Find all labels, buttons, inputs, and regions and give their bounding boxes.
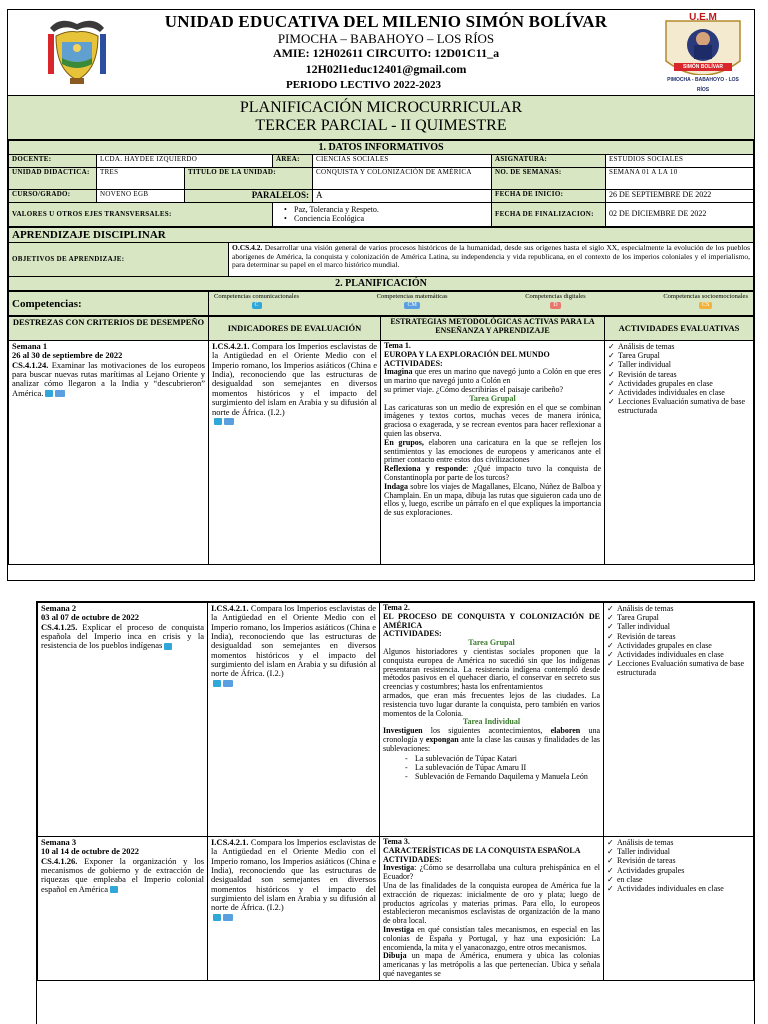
p4-text: : ¿Qué impacto tuvo la conquista de Constantinopla por parte de los turcos?: [384, 464, 602, 483]
page-1: [7, 9, 755, 581]
destreza-cell: [38, 837, 208, 981]
unidad-value: TRES: [97, 168, 185, 190]
curso-label: CURSO/GRADO:: [9, 190, 97, 203]
tema-number: Tema 3.: [383, 837, 410, 846]
asignatura-label: ASIGNATURA:: [492, 155, 606, 168]
week-label: Semana 2: [41, 603, 77, 613]
sublevacion-item: - La sublevación de Túpac Katari: [405, 754, 600, 763]
p1c-text: su primer viaje. ¿Cómo describirías el paisaje caribeño?: [384, 385, 564, 395]
actividad-item: ✓ Tarea Grupal: [608, 351, 750, 360]
objetivo-text: [229, 243, 754, 277]
planificacion-table-2: [37, 602, 754, 981]
competencia-matematica: [377, 293, 448, 309]
week-dates: 10 al 14 de octubre de 2022: [41, 846, 140, 857]
tema-title: EL PROCESO DE CONQUISTA Y COLONIZACIÓN DE AMÉRICA: [383, 611, 600, 630]
destreza-cell: [38, 603, 208, 837]
indaga-keyword: Indaga: [384, 481, 409, 491]
cm-icon: [224, 418, 234, 425]
unidad-label: UNIDAD DIDACTICA:: [9, 168, 97, 190]
tarea-grupal-label: Tarea Grupal: [468, 638, 515, 648]
col-indicadores: INDICADORES DE EVALUACIÓN: [209, 317, 381, 341]
actividades-list: [608, 342, 750, 416]
actividad-item: ✓ Taller individual: [608, 360, 750, 369]
c-icon: [213, 680, 221, 687]
p3d-text: ante la clase las causas y finalidades de las sublevaciones:: [383, 734, 601, 753]
tema-title: CARACTERÍSTICAS DE LA CONQUISTA ESPAÑOLA: [383, 845, 581, 855]
actividad-item: ✓ Actividades grupales en clase: [607, 641, 750, 650]
actividades-cell: [604, 837, 754, 981]
actividades-heading: ACTIVIDADES:: [384, 358, 443, 368]
valores-list: [273, 203, 492, 227]
indicador-code: I.CS.4.2.1.: [211, 837, 249, 847]
tarea-individual-label: Tarea Individual: [462, 717, 521, 727]
uem-logo-top-text: U.E.M: [689, 12, 717, 23]
inicio-value: 26 DE SEPTIEMBRE DE 2022: [606, 190, 754, 203]
week-label: Semana 1: [12, 341, 48, 352]
school-location: PIMOCHA – BABAHOYO – LOS RÍOS: [277, 31, 495, 46]
area-label: ÁREA:: [273, 155, 313, 168]
p1-text: : ¿Cómo se desarrollaba una cultura prehispánica en el Ecuador?: [383, 863, 600, 882]
uem-logo-bottom-text: PIMOCHA - BABAHOYO - LOS RÍOS: [667, 77, 739, 93]
paralelos-value: A: [313, 190, 492, 203]
competencia-c-icon: C: [252, 302, 262, 309]
week-row: [38, 837, 754, 981]
titulo-label: TITULO DE LA UNIDAD:: [185, 168, 313, 190]
actividades-heading: ACTIVIDADES:: [383, 854, 442, 864]
competencia-name: Competencias matemáticas: [376, 293, 448, 301]
p1-text: Algunos historiadores y cientistas sociales proponen que la conquista europea de América no sucedió sin que los indígenas presentaran resistencia. La resistencia indígena contempló desde métodos pasivos en el quehacer diario, el conservar en secreto sus creencias y costumbres; hasta los enfrentamientos: [383, 646, 600, 692]
title-block: [8, 96, 754, 140]
tema-number: Tema 2.: [383, 603, 410, 612]
actividades-cell: [605, 341, 754, 565]
c-icon: [110, 886, 118, 893]
actividad-item: ✓ Lecciones Evaluación sumativa de base estructurada: [607, 659, 750, 677]
header: [8, 10, 754, 96]
p5-text: sobre los viajes de Magallanes, Elcano, Núñez de Balboa y Champlain. En un mapa, dibuja las rutas que siguieron cada uno de ellos y, luego, escribe un párrafo en el que expliques la importancia de sus exploraciones.: [384, 481, 601, 518]
actividad-item: ✓ Revisión de tareas: [607, 856, 750, 865]
inicio-label: FECHA DE INICIO:: [492, 190, 606, 203]
aprendizaje-table: [8, 227, 754, 291]
cm-icon: [223, 680, 233, 687]
competencia-socioemocional: [663, 293, 748, 309]
valor-item: • Paz, Tolerancia y Respeto.: [284, 206, 488, 215]
c-icon: [214, 418, 222, 425]
destreza-text: Explicar el proceso de conquista española del Imperio inca en crisis y la resistencia de los pueblos indígenas: [41, 621, 204, 651]
asignatura-value: ESTUDIOS SOCIALES: [606, 155, 754, 168]
titulo-value: CONQUISTA Y COLONIZACIÓN DE AMÉRICA: [313, 168, 492, 190]
competencias-items: [209, 292, 754, 316]
actividades-cell: [604, 603, 754, 837]
sublevacion-item: - La sublevación de Túpac Amaru II: [405, 763, 600, 772]
actividad-item: ✓ Análisis de temas: [607, 838, 750, 847]
tema-number: Tema 1.: [384, 341, 411, 351]
p3-text: en qué consistían tales mecanismos, en especial en las colonias de España y Portugal, y haz una exposición: La encomienda, la mita y el yanaconazgo, entre otros mecanismos.: [383, 924, 600, 952]
col-estrategias: ESTRATEGIAS METODOLÓGICAS ACTIVAS PARA LA ENSEÑANZA Y APRENDIZAJE: [381, 317, 605, 341]
objetivos-label: OBJETIVOS DE APRENDIZAJE:: [9, 243, 229, 277]
docente-value: LCDA. HAYDEE IZQUIERDO: [97, 155, 273, 168]
uem-logo: [660, 12, 746, 93]
school-name: UNIDAD EDUCATIVA DEL MILENIO SIMÓN BOLÍVAR: [164, 12, 608, 31]
semanas-value: SEMANA 01 A LA 10: [606, 168, 754, 190]
competencia-digital: [525, 293, 585, 309]
indicador-cell: [208, 837, 380, 981]
fin-value: 02 DE DICIEMBRE DE 2022: [606, 203, 754, 227]
p4-text: un mapa de América, enumera y ubica las colonias americanas y las metrópolis a las que pertenecían. Ubica y señala qué navegantes se: [383, 951, 600, 978]
destreza-code: CS.4.1.26.: [41, 855, 78, 866]
info-table: [8, 140, 754, 227]
p2-text: Las caricaturas son un medio de expresión en el que se combinan imágenes y textos cortos, muchas veces de manera irónica, graciosa o exagerada, y se recrean eventos para hacer reflexionar a quien las observa.: [384, 402, 601, 439]
uem-logo-banner-text: SIMÓN BOLÍVAR: [683, 64, 723, 70]
actividades-list: [607, 838, 750, 893]
tema-title: EUROPA Y LA EXPLORACIÓN DEL MUNDO: [384, 349, 550, 359]
actividad-item: ✓ Actividades grupales: [607, 866, 750, 875]
indicador-text: Compara los Imperios esclavistas de la Antigüedad en el Oriente Medio con el Imperio romano, los Imperios asiáticos (China e India), reconociendo que las estructuras de desigualdad son semejantes en diversos momentos históricos y el impacto del surgimiento del islam en Arabia y su difusión al norte de África. (I.2.): [211, 603, 376, 679]
actividad-item: ✓ Revisión de tareas: [607, 632, 750, 641]
competencia-name: Competencias comunicacionales: [214, 293, 300, 301]
docente-label: DOCENTE:: [9, 155, 97, 168]
p3-text: elaboren una caricatura en la que se reflejen los sentimientos y las emociones de europeos y americanos ante el primer contacto entre estos dos civilizaciones: [384, 437, 601, 465]
actividad-item: ✓ Taller individual: [607, 622, 750, 631]
destreza-code: CS.4.1.24.: [12, 359, 49, 370]
actividad-item: ✓ Actividades individuales en clase: [607, 884, 750, 893]
competencia-d-icon: D: [550, 302, 560, 309]
en-grupos-keyword: En grupos,: [384, 437, 424, 447]
p3c-text: una cronología y: [383, 726, 601, 744]
destreza-text: Exponer la organización y los mecanismos de gobierno y de extracción de riquezas que empleaba el Imperio colonial español en América: [41, 855, 204, 894]
week-row: [9, 341, 754, 565]
actividad-item: ✓ Análisis de temas: [607, 604, 750, 613]
investiga-keyword: Investiga: [383, 924, 415, 934]
tarea-grupal-label: Tarea Grupal: [469, 393, 516, 403]
competencias-label: Competencias:: [9, 292, 209, 316]
section-datos-informativos: 1. DATOS INFORMATIVOS: [9, 141, 754, 155]
section-planificacion: 2. PLANIFICACIÓN: [9, 277, 754, 291]
cm-icon: [223, 914, 233, 921]
actividad-item: ✓ Tarea Grupal: [607, 613, 750, 622]
col-actividades: ACTIVIDADES EVALUATIVAS: [605, 317, 754, 341]
actividad-item: ✓ Actividades individuales en clase: [608, 388, 750, 397]
plan-title: PLANIFICACIÓN MICROCURRICULAR: [239, 99, 523, 116]
sublevaciones-list: [383, 754, 600, 782]
destreza-text: Examinar las motivaciones de los europeos para buscar nuevas rutas marítimas al Lejano Oriente y analizar cómo llegaron a la India y “descubrieron” América.: [12, 359, 205, 398]
curso-value: NOVENO EGB: [97, 190, 185, 203]
week-label: Semana 3: [41, 837, 77, 847]
estrategia-cell: Tema 1. EUROPA Y LA EXPLORACIÓN DEL MUNDO ACTIVIDADES: Imagina que eres un marino que navegó junto a Colón en que eres un marino que navegó junto a Colón en su primer viaje. ¿Cómo describirías el paisaje caribeño? Tarea Grupal Las caricaturas son un medio de expresión en el que se combinan imágenes y textos cortos, muchas veces de manera irónica, graciosa o exagerada, y se recrean eventos para hacer reflexionar a quien las observa. En grupos, elaboren una caricatura en la que se reflejen los sentimientos y las emociones de europeos y americanos ante el primer contacto entre estos dos civilizaciones Reflexiona y responde: ¿Qué impacto tuvo la conquista de Constantinopla por parte de los turcos? Indaga sobre los viajes de Magallanes, Elcano, Núñez de Balboa y Champlain. En un mapa, dibuja las rutas que siguieron cada uno de ellos y, luego, escribe un párrafo en el que expliques la importancia de sus exploraciones.: [381, 341, 605, 565]
destreza-cell: [9, 341, 209, 565]
investiga-keyword: Investiga: [383, 863, 415, 873]
area-value: CIENCIAS SOCIALES: [313, 155, 492, 168]
indicador-text: Compara los Imperios esclavistas de la Antigüedad en el Oriente Medio con el Imperio romano, los Imperios asiáticos (China e India), reconociendo que las estructuras de desigualdad son semejantes en diversos momentos históricos y el impacto del surgimiento del islam en Arabia y su difusión al norte de África. (I.2.): [212, 341, 377, 417]
expongan-keyword: expongan: [425, 734, 459, 744]
estrategia-cell: [380, 603, 604, 837]
sublevacion-item: - Sublevación de Fernando Daquilema y Manuela León: [405, 772, 600, 781]
cm-icon: [55, 390, 65, 397]
week-dates: 26 al 30 de septiembre de 2022: [12, 350, 123, 361]
estrategia-cell: [380, 837, 604, 981]
c-icon: [45, 390, 53, 397]
imagina-keyword: Imagina: [384, 367, 413, 377]
p3-text: los siguientes acontecimientos,: [422, 726, 551, 736]
p2-text: armados, que eran más frecuentes lejos de las ciudades. La resistencia tuvo lugar durante la conquista, pero también en varios momentos de la Colonia.: [383, 690, 600, 718]
ecuador-coat-of-arms-icon: [46, 14, 108, 88]
c-icon: [213, 914, 221, 921]
school-period: PERIODO LECTIVO 2022-2023: [286, 79, 442, 91]
planificacion-table-1: [8, 316, 754, 565]
objetivo-code: O.CS.4.2.: [232, 243, 263, 253]
actividad-item: ✓ Análisis de temas: [608, 342, 750, 351]
p1-text: que eres un marino que navegó junto a Colón en: [412, 367, 573, 377]
actividad-item: ✓ Revisión de tareas: [608, 370, 750, 379]
objetivo-body: Desarrollar una visión general de varios procesos históricos de la humanidad, desde sus orígenes hasta el siglo XX, especialmente la evolución de los pueblos aborígenes de América, la conquista y colonización de América Latina, su independencia y vida republicana, en el contexto de los imperios coloniales y el imperialismo, para determinar su papel en el marco histórico mundial.: [232, 243, 750, 270]
competencia-name: Competencias socioemocionales: [663, 293, 748, 301]
valor-item: • Conciencia Ecológica: [284, 215, 488, 224]
c-icon: [164, 643, 172, 650]
page-2: [36, 601, 755, 1024]
actividad-item: ✓ Actividades individuales en clase: [607, 650, 750, 659]
actividades-list: [607, 604, 750, 678]
actividad-item: ✓ Lecciones Evaluación sumativa de base estructurada: [608, 397, 750, 415]
indicador-text: Compara los Imperios esclavistas de la Antigüedad en el Oriente Medio con el Imperio romano, los Imperios asiáticos (China e India), reconociendo que las estructuras de desigualdad son semejantes en diversos momentos históricos y el impacto del surgimiento del islam en Arabia y su difusión al norte de África. (I.2.): [211, 837, 376, 913]
week-row: [38, 603, 754, 837]
competencia-name: Competencias digitales: [525, 293, 586, 301]
dibuja-keyword: Dibuja: [383, 951, 407, 961]
paralelos-label: PARALELOS:: [185, 190, 313, 203]
actividades-heading: ACTIVIDADES:: [383, 629, 442, 639]
competencia-comunicacional: [214, 293, 299, 309]
indicador-cell: [208, 603, 380, 837]
indicador-code: I.CS.4.2.1.: [211, 603, 249, 613]
actividad-item: ✓ Taller individual: [607, 847, 750, 856]
semanas-label: NO. DE SEMANAS:: [492, 168, 606, 190]
col-destrezas: DESTREZAS CON CRITERIOS DE DESEMPEÑO: [9, 317, 209, 341]
aprendizaje-label: APRENDIZAJE DISCIPLINAR: [9, 228, 754, 243]
school-email: 12H02l1educ12401@gmail.com: [305, 62, 467, 76]
actividad-item: ✓ Actividades grupales en clase: [608, 379, 750, 388]
plan-subtitle: TERCER PARCIAL - II QUIMESTRE: [255, 117, 507, 134]
elaboren-keyword: elaboren: [550, 726, 581, 736]
p2-text: Una de las finalidades de la conquista europea de América fue la extracción de riquezas: inicialmente de oro y plata; luego de productos agrícolas y materias primas. Para ello, lo europeos establecieron mecanismos esclavistas de organización de la mano de obra local.: [383, 880, 600, 926]
reflexiona-keyword: Reflexiona y responde: [384, 464, 467, 474]
fin-label: FECHA DE FINALIZACION:: [492, 203, 606, 227]
indicador-code: I.CS.4.2.1.: [212, 341, 250, 352]
indicador-cell: [209, 341, 381, 565]
week-dates: 03 al 07 de octubre de 2022: [41, 612, 140, 623]
investiguen-keyword: Investiguen: [383, 726, 423, 736]
competencia-cm-icon: CM: [404, 302, 419, 309]
destreza-code: CS.4.1.25.: [41, 621, 78, 632]
valores-label: VALORES U OTROS EJES TRANSVERSALES:: [9, 203, 273, 227]
actividad-item: ✓ en clase: [607, 875, 750, 884]
school-amie: AMIE: 12H02611 CIRCUITO: 12D01C11_a: [272, 46, 500, 60]
competencias-table: [8, 291, 754, 316]
competencia-cs-icon: CS: [699, 302, 712, 309]
